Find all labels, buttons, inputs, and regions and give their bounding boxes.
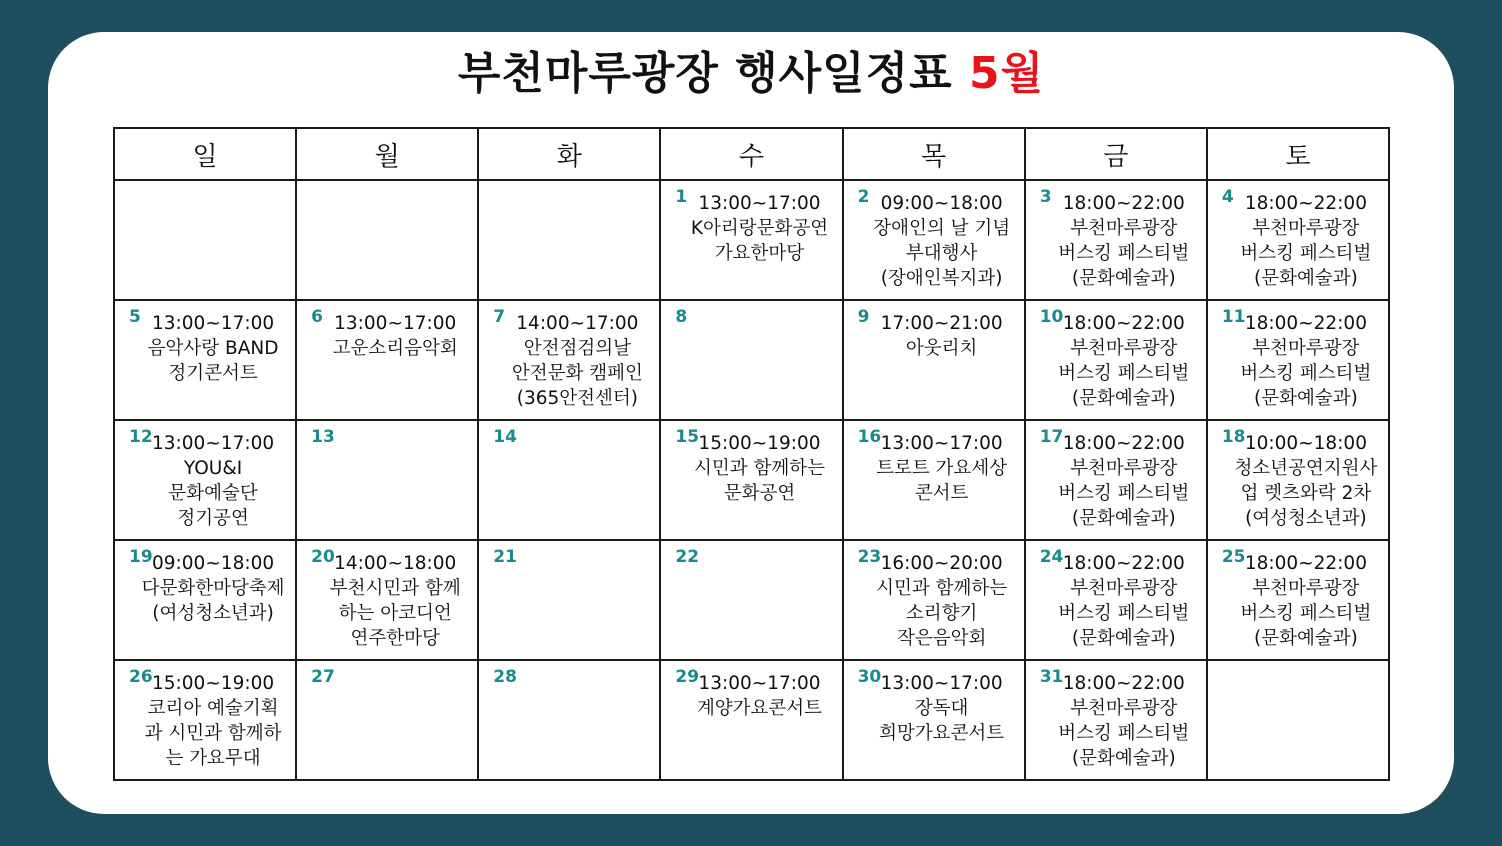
event-text: (여성청소년과) [152, 603, 274, 624]
day-cell [296, 540, 478, 660]
event-text: 부천마루광장 [1070, 218, 1178, 239]
day-cell [843, 300, 1025, 420]
event-details [1208, 187, 1388, 291]
day-cell-content [479, 661, 659, 785]
week-row [114, 300, 1389, 420]
day-cell [1207, 420, 1389, 540]
day-cell-content [844, 421, 1024, 545]
day-number: 1 [675, 187, 688, 207]
day-cell [1025, 300, 1207, 420]
event-text: 버스킹 페스티벌 [1058, 723, 1190, 744]
event-text: 트로트 가요세상 [876, 458, 1008, 479]
event-details [479, 187, 659, 191]
event-text: 부대행사 [905, 243, 978, 264]
event-text: 시민과 함께하는 [694, 458, 825, 479]
day-cell [114, 660, 296, 780]
weekday-sun: 일 [114, 128, 296, 180]
event-details [1026, 187, 1206, 291]
week-row [114, 180, 1389, 300]
event-text: 콘서트 [914, 483, 969, 504]
event-time: 13:00~17:00 [698, 193, 821, 214]
event-time: 15:00~19:00 [152, 673, 275, 694]
event-details [115, 307, 295, 386]
event-text: 업 렛츠와락 2차 [1240, 483, 1372, 504]
day-number: 13 [311, 427, 335, 447]
event-text: 버스킹 페스티벌 [1240, 243, 1372, 264]
event-time: 13:00~17:00 [334, 313, 457, 334]
event-details [661, 307, 841, 311]
title-main: 부천마루광장 행사일정표 [457, 48, 953, 99]
event-text: 부천마루광장 [1070, 698, 1178, 719]
weekday-thu: 목 [843, 128, 1025, 180]
day-cell [1207, 180, 1389, 300]
day-cell [296, 420, 478, 540]
day-cell-content [1026, 661, 1206, 785]
event-text: 문화예술단 [168, 483, 258, 504]
day-cell [1025, 540, 1207, 660]
event-text: 부천마루광장 [1070, 458, 1178, 479]
event-details [844, 307, 1024, 361]
event-text: 부천시민과 함께 [329, 578, 461, 599]
event-text: 정기콘서트 [168, 363, 258, 384]
event-time: 13:00~17:00 [880, 433, 1003, 454]
event-details [1208, 667, 1388, 671]
day-cell-content [844, 661, 1024, 785]
day-cell-content [297, 661, 477, 785]
day-cell [1025, 420, 1207, 540]
event-text: 고운소리음악회 [332, 338, 458, 359]
day-cell-content [479, 421, 659, 545]
day-cell [843, 420, 1025, 540]
day-cell-content [844, 301, 1024, 425]
event-text: 과 시민과 함께하 [144, 723, 282, 744]
day-number: 22 [675, 547, 700, 567]
day-cell [843, 660, 1025, 780]
day-number: 24 [1039, 547, 1064, 567]
day-number: 14 [493, 427, 517, 447]
event-time: 15:00~19:00 [698, 433, 821, 454]
event-text: 버스킹 페스티벌 [1058, 483, 1190, 504]
event-time: 09:00~18:00 [152, 553, 275, 574]
day-cell-content [297, 541, 477, 665]
day-number: 29 [675, 667, 700, 687]
day-cell-content [1026, 421, 1206, 545]
calendar-table [113, 127, 1390, 781]
day-cell-content [1026, 301, 1206, 425]
day-number: 21 [493, 547, 517, 567]
day-cell-content [115, 661, 295, 785]
event-text: K아리랑문화공연 [690, 218, 829, 239]
day-cell-content [1208, 541, 1388, 665]
event-text: 계양가요콘서트 [696, 698, 823, 719]
day-number: 3 [1039, 187, 1052, 207]
event-time: 13:00~17:00 [152, 313, 275, 334]
event-text: 연주한마당 [350, 628, 440, 649]
event-time: 18:00~22:00 [1062, 673, 1185, 694]
day-number: 16 [857, 427, 882, 447]
day-number: 12 [129, 427, 153, 447]
event-text: (문화예술과) [1071, 268, 1176, 289]
day-cell [478, 540, 660, 660]
day-number: 2 [857, 187, 870, 207]
event-details [297, 307, 477, 361]
weekday-header-row [114, 128, 1389, 180]
event-text: 부천마루광장 [1252, 218, 1360, 239]
day-cell-content [1208, 181, 1388, 305]
day-number: 9 [857, 307, 870, 327]
day-number: 31 [1039, 667, 1064, 687]
event-time: 09:00~18:00 [880, 193, 1003, 214]
event-text: 버스킹 페스티벌 [1058, 363, 1190, 384]
day-number: 8 [675, 307, 688, 327]
event-text: (문화예술과) [1254, 388, 1358, 409]
day-cell [843, 180, 1025, 300]
event-text: 아웃리치 [905, 338, 978, 359]
event-time: 13:00~17:00 [152, 433, 275, 454]
event-text: 문화공연 [723, 483, 796, 504]
day-cell-content [115, 301, 295, 425]
event-text: 안전점검의날 [523, 338, 631, 359]
event-text: 정기공연 [177, 508, 249, 529]
event-details [844, 187, 1024, 291]
day-number: 26 [129, 667, 153, 687]
day-cell-content [661, 421, 841, 545]
event-time: 10:00~18:00 [1244, 433, 1367, 454]
event-text: (문화예술과) [1254, 628, 1358, 649]
event-text: YOU&I [183, 458, 243, 479]
day-cell-content [115, 181, 295, 305]
event-text: 부천마루광장 [1252, 338, 1360, 359]
event-text: 버스킹 페스티벌 [1240, 363, 1372, 384]
event-text: (문화예술과) [1254, 268, 1358, 289]
day-cell [114, 300, 296, 420]
event-time: 13:00~17:00 [698, 673, 821, 694]
event-text: 코리아 예술기획 [147, 698, 279, 719]
day-number: 19 [129, 547, 153, 567]
day-cell [1025, 660, 1207, 780]
day-cell-content [844, 181, 1024, 305]
title-month: 5월 [969, 48, 1045, 99]
day-cell [1025, 180, 1207, 300]
event-time: 18:00~22:00 [1062, 553, 1185, 574]
day-cell-content [1208, 421, 1388, 545]
event-text: 버스킹 페스티벌 [1240, 603, 1372, 624]
day-cell-content [1208, 301, 1388, 425]
week-row [114, 420, 1389, 540]
day-cell [1207, 540, 1389, 660]
day-cell-content [297, 181, 477, 305]
event-text: (장애인복지과) [880, 268, 1003, 289]
event-time: 18:00~22:00 [1244, 313, 1367, 334]
day-cell-content [297, 421, 477, 545]
day-cell-content [479, 181, 659, 305]
event-time: 18:00~22:00 [1062, 193, 1185, 214]
event-text: 청소년공연지원사 [1234, 458, 1378, 479]
event-text: 다문화한마당축제 [141, 578, 285, 599]
day-cell-content [479, 301, 659, 425]
day-number: 23 [857, 547, 882, 567]
event-text: (여성청소년과) [1245, 508, 1367, 529]
event-text: (365안전센터) [516, 388, 638, 409]
event-details [115, 187, 295, 191]
day-cell-content [661, 301, 841, 425]
event-text: (문화예술과) [1071, 748, 1176, 769]
event-text: 하는 아코디언 [338, 603, 452, 624]
event-text: 음악사랑 BAND [147, 338, 279, 359]
day-number: 27 [311, 667, 335, 687]
day-cell-content [661, 661, 841, 785]
day-number: 25 [1221, 547, 1246, 567]
event-time: 18:00~22:00 [1244, 553, 1367, 574]
day-number: 4 [1221, 187, 1234, 207]
day-number: 20 [311, 547, 335, 567]
day-number: 30 [857, 667, 882, 687]
day-cell [296, 660, 478, 780]
event-time: 14:00~18:00 [334, 553, 457, 574]
event-time: 18:00~22:00 [1244, 193, 1367, 214]
weekday-fri: 금 [1025, 128, 1207, 180]
day-number: 17 [1039, 427, 1064, 447]
event-time: 18:00~22:00 [1062, 433, 1185, 454]
event-text: (문화예술과) [1071, 388, 1176, 409]
event-time: 17:00~21:00 [880, 313, 1003, 334]
day-cell [660, 660, 842, 780]
day-cell-content [115, 541, 295, 665]
weekday-mon: 월 [296, 128, 478, 180]
event-details [479, 307, 659, 411]
day-cell [660, 300, 842, 420]
day-cell-content [115, 421, 295, 545]
page-title [0, 44, 1502, 104]
event-text: 부천마루광장 [1070, 338, 1178, 359]
event-details [661, 187, 841, 266]
event-time: 16:00~20:00 [880, 553, 1003, 574]
day-cell [114, 420, 296, 540]
day-cell [114, 180, 296, 300]
event-text: 가요한마당 [714, 243, 805, 264]
day-number: 18 [1221, 427, 1246, 447]
day-number: 28 [493, 667, 517, 687]
day-cell-content [844, 541, 1024, 665]
day-number: 5 [129, 307, 141, 327]
event-time: 13:00~17:00 [880, 673, 1003, 694]
event-text: 소리향기 [905, 603, 978, 624]
event-text: 부천마루광장 [1070, 578, 1178, 599]
day-cell [296, 300, 478, 420]
day-cell [660, 540, 842, 660]
day-cell-content [479, 541, 659, 665]
day-number: 7 [493, 307, 506, 327]
day-cell [478, 300, 660, 420]
week-row [114, 540, 1389, 660]
event-text: 장애인의 날 기념 [873, 218, 1011, 239]
event-text: (문화예술과) [1071, 508, 1176, 529]
day-number: 15 [675, 427, 700, 447]
day-cell [660, 180, 842, 300]
day-cell [1207, 660, 1389, 780]
day-cell [1207, 300, 1389, 420]
day-number: 10 [1039, 307, 1064, 327]
event-text: 작은음악회 [896, 628, 987, 649]
event-text: 부천마루광장 [1252, 578, 1360, 599]
day-number: 6 [311, 307, 323, 327]
event-text: 시민과 함께하는 [876, 578, 1008, 599]
day-cell-content [1208, 661, 1388, 785]
event-text: 안전문화 캠페인 [511, 363, 643, 384]
calendar-body [114, 180, 1389, 780]
weekday-tue: 화 [478, 128, 660, 180]
week-row [114, 660, 1389, 780]
event-text: 버스킹 페스티벌 [1058, 603, 1190, 624]
day-cell [478, 660, 660, 780]
event-text: 희망가요콘서트 [879, 723, 1005, 744]
event-text: 버스킹 페스티벌 [1058, 243, 1190, 264]
day-cell [478, 420, 660, 540]
event-text: (문화예술과) [1071, 628, 1176, 649]
weekday-sat: 토 [1207, 128, 1389, 180]
day-cell-content [661, 181, 841, 305]
day-cell [478, 180, 660, 300]
day-cell-content [1026, 541, 1206, 665]
day-cell [843, 540, 1025, 660]
weekday-wed: 수 [660, 128, 842, 180]
day-number: 11 [1221, 307, 1246, 327]
day-cell [660, 420, 842, 540]
day-cell-content [1026, 181, 1206, 305]
event-time: 18:00~22:00 [1062, 313, 1185, 334]
event-details [297, 187, 477, 191]
event-text: 는 가요무대 [165, 748, 261, 769]
day-cell [296, 180, 478, 300]
day-cell [114, 540, 296, 660]
event-time: 14:00~17:00 [516, 313, 639, 334]
day-cell-content [661, 541, 841, 665]
day-cell-content [297, 301, 477, 425]
event-text: 장독대 [914, 698, 969, 719]
